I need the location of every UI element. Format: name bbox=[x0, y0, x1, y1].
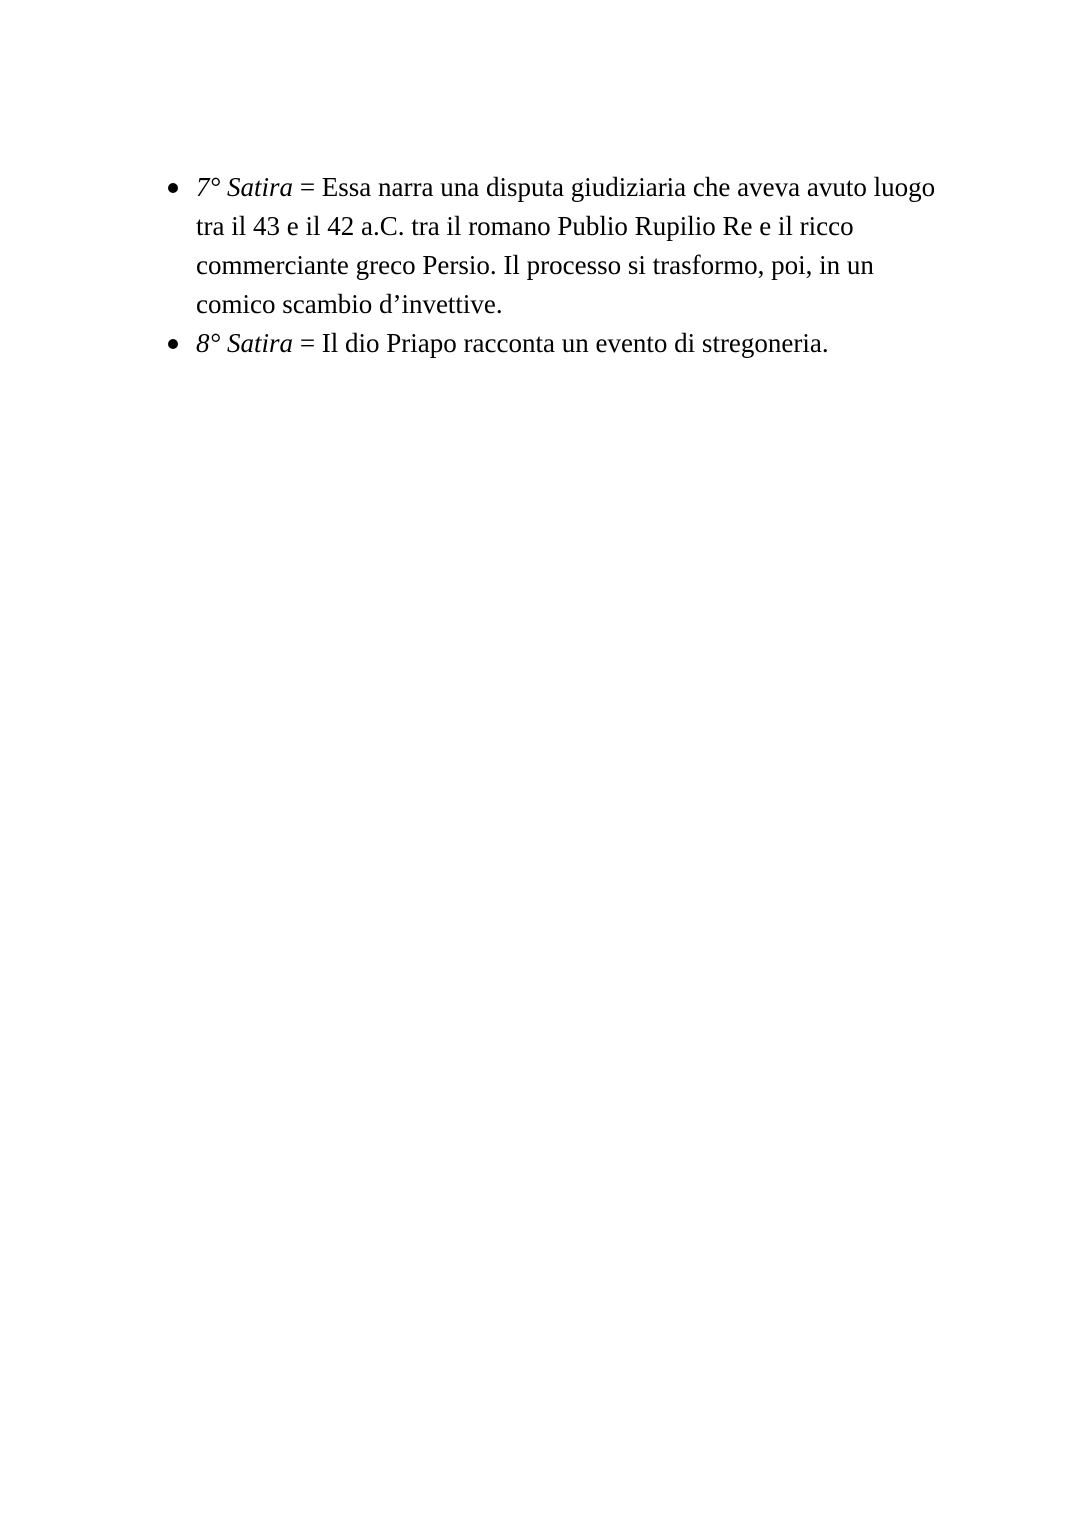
satira-title: 8° Satira bbox=[196, 328, 294, 358]
satira-description: Essa narra una disputa giudiziaria che aveva avuto luogo tra il 43 e il 42 a.C. tra il romano Publio Rupilio Re e il ricco commerciante greco Persio. Il processo si trasformo, poi, in un comico scambio d’invettive. bbox=[196, 172, 936, 319]
separator: = bbox=[293, 172, 322, 202]
separator: = bbox=[293, 328, 322, 358]
bullet-icon bbox=[168, 339, 178, 349]
satira-description: Il dio Priapo racconta un evento di stregoneria. bbox=[321, 328, 829, 358]
satira-title: 7° Satira bbox=[196, 172, 294, 202]
list-item bbox=[150, 168, 950, 324]
bullet-icon bbox=[168, 183, 178, 193]
satire-list bbox=[150, 168, 950, 363]
list-item bbox=[150, 324, 950, 363]
